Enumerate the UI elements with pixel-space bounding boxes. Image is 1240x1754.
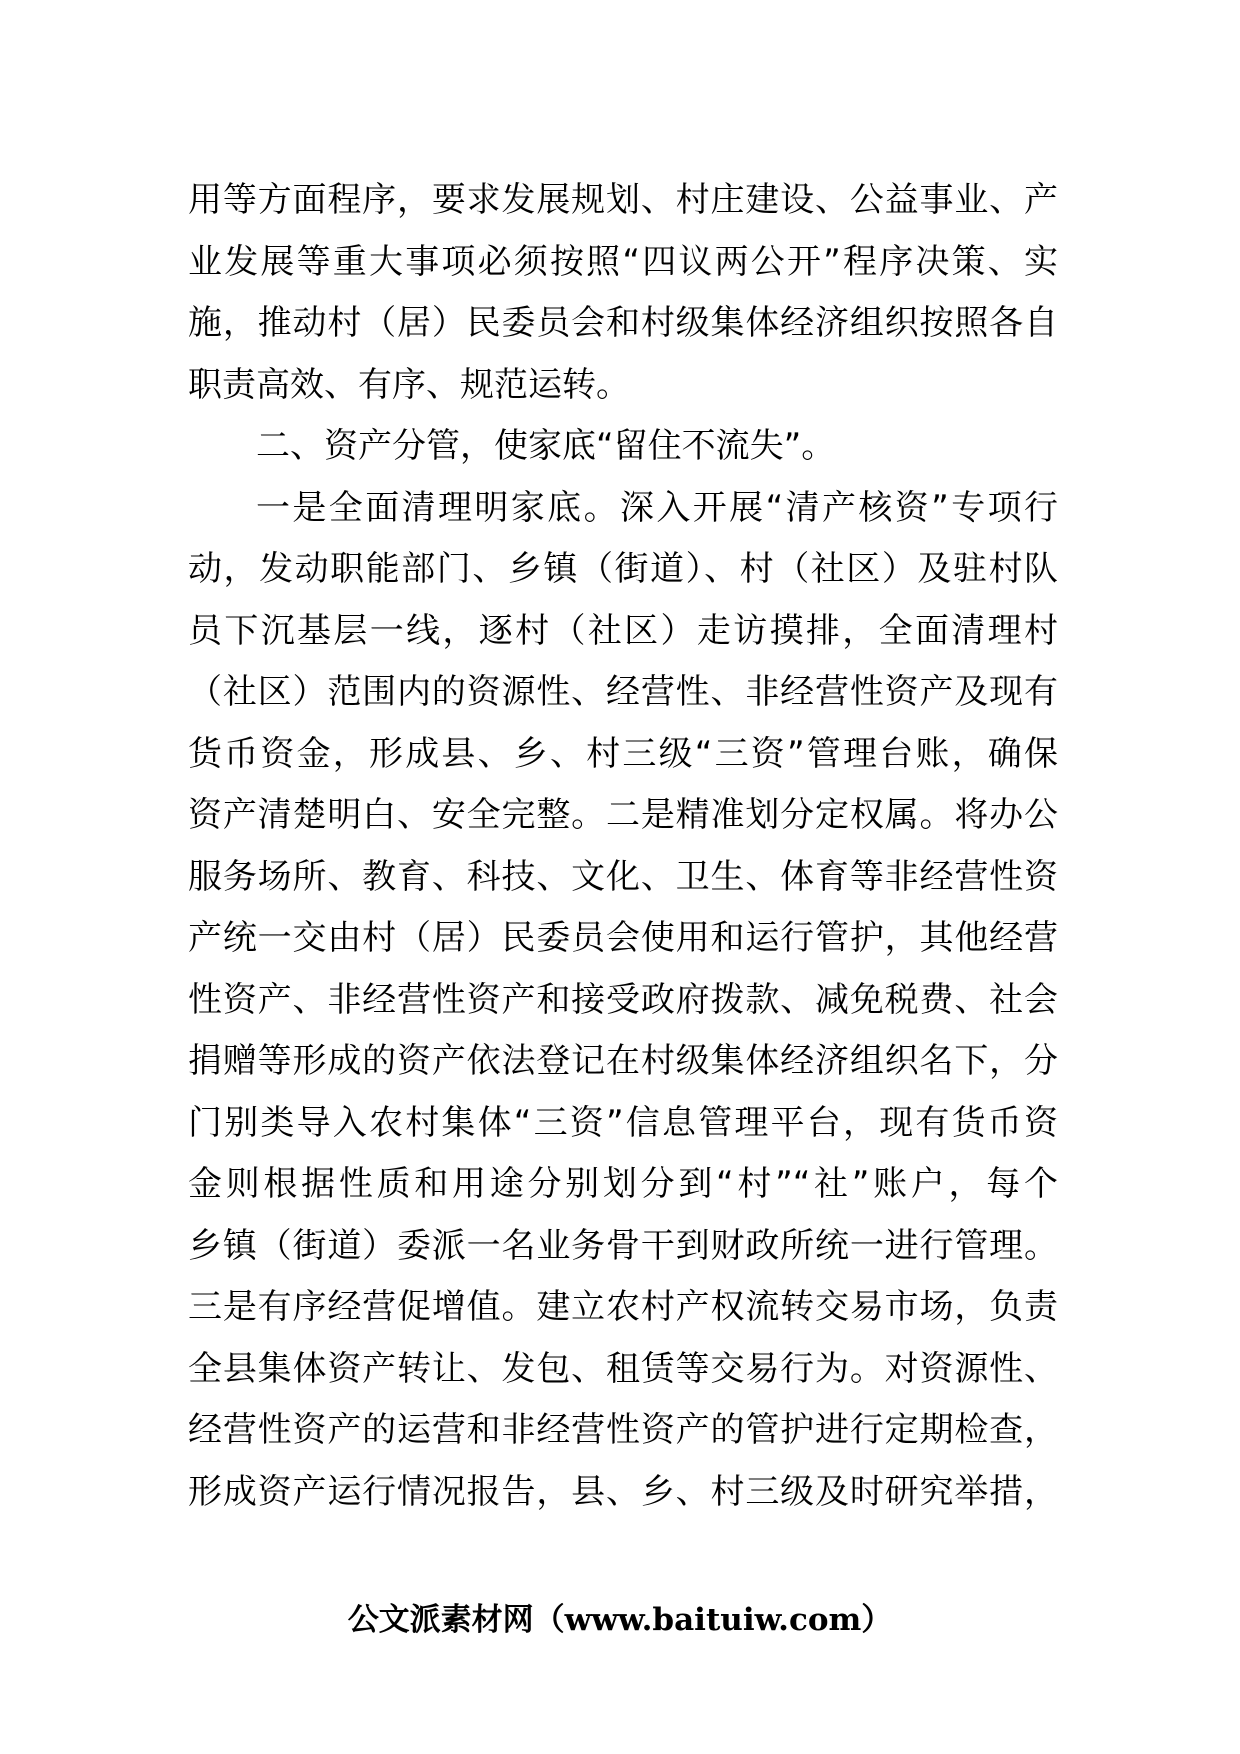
text-line: 一是全面清理明家底。深入开展“清产核资”专项行 <box>256 487 1058 528</box>
text-line: 用等方面程序，要求发展规划、村庄建设、公益事业、产 <box>188 180 1058 220</box>
text-line: 业发展等重大事项必须按照“四议两公开”程序决策、实 <box>188 241 1058 282</box>
paragraph-asset-management <box>188 478 1058 1524</box>
text-line: 员下沉基层一线，逐村（社区）走访摸排，全面清理村 <box>188 610 1058 651</box>
document-body <box>188 170 1058 1523</box>
text-line: 全县集体资产转让、发包、租赁等交易行为。对资源性、 <box>188 1348 1058 1389</box>
section-heading <box>188 416 1058 478</box>
text-line: 施，推动村（居）民委员会和村级集体经济组织按照各自 <box>188 303 1058 343</box>
text-line: 货币资金，形成县、乡、村三级“三资”管理台账，确保 <box>188 733 1058 774</box>
text-line: 动，发动职能部门、乡镇（街道）、村（社区）及驻村队 <box>188 549 1058 589</box>
footer-watermark: 公文派素材网（www.baituiw.com） <box>347 1602 893 1638</box>
text-line: 产统一交由村（居）民委员会使用和运行管护，其他经营 <box>188 918 1058 958</box>
text-line: 捐赠等形成的资产依法登记在村级集体经济组织名下，分 <box>188 1041 1058 1081</box>
heading-text: 二、资产分管，使家底“留住不流失”。 <box>256 426 836 466</box>
text-line: 经营性资产的运营和非经营性资产的管护进行定期检查， <box>188 1410 1058 1450</box>
text-line: 职责高效、有序、规范运转。 <box>188 364 630 405</box>
text-line: 性资产、非经营性资产和接受政府拨款、减免税费、社会 <box>188 979 1058 1020</box>
text-line: 乡镇（街道）委派一名业务骨干到财政所统一进行管理。 <box>188 1225 1058 1266</box>
text-line: 三是有序经营促增值。建立农村产权流转交易市场，负责 <box>188 1287 1058 1327</box>
text-line: 金则根据性质和用途分别划分到“村”“社”账户，每个 <box>188 1164 1058 1204</box>
text-line: （社区）范围内的资源性、经营性、非经营性资产及现有 <box>188 672 1058 712</box>
text-line: 资产清楚明白、安全完整。二是精准划分定权属。将办公 <box>188 795 1058 835</box>
text-line: 服务场所、教育、科技、文化、卫生、体育等非经营性资 <box>188 856 1058 897</box>
text-line: 门别类导入农村集体“三资”信息管理平台，现有货币资 <box>188 1102 1058 1143</box>
text-line: 形成资产运行情况报告，县、乡、村三级及时研究举措， <box>188 1471 1058 1512</box>
paragraph-continuation <box>188 170 1058 416</box>
